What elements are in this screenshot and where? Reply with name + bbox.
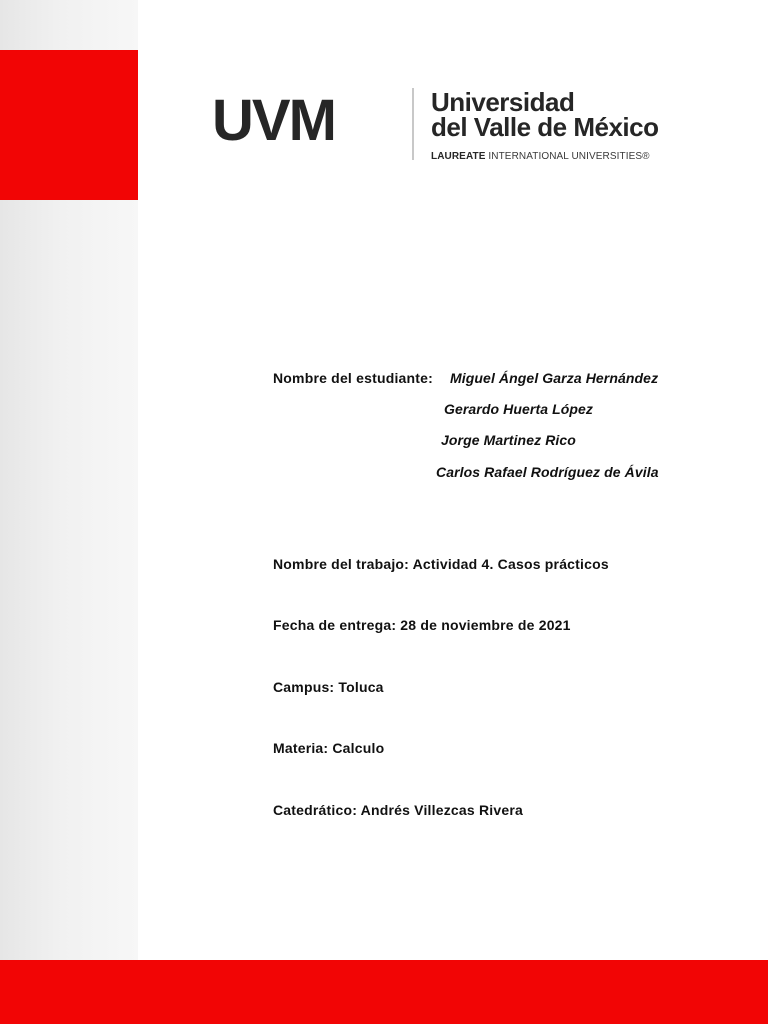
logo-divider — [412, 88, 414, 160]
professor-field: Catedrático: Andrés Villezcas Rivera — [273, 802, 523, 818]
red-footer-bar — [0, 960, 768, 1024]
svg-text:UVM: UVM — [212, 96, 335, 144]
logo-university-line2: del Valle de México — [431, 112, 659, 142]
uvm-logo-mark — [212, 96, 396, 144]
student-name-1: Miguel Ángel Garza Hernández — [450, 370, 659, 386]
campus-field: Campus: Toluca — [273, 679, 384, 695]
due-date-field: Fecha de entrega: 28 de noviembre de 2021 — [273, 617, 571, 633]
red-accent-block — [0, 50, 138, 200]
student-name-4: Carlos Rafael Rodríguez de Ávila — [436, 464, 659, 480]
logo-laureate-tagline — [431, 151, 650, 162]
student-label: Nombre del estudiante: — [273, 370, 433, 386]
student-name-2: Gerardo Huerta López — [444, 401, 594, 417]
logo-laureate-bold: LAUREATE — [431, 151, 486, 162]
logo-university-line1: Universidad — [431, 87, 575, 117]
logo-laureate-rest: INTERNATIONAL UNIVERSITIES® — [485, 151, 650, 162]
student-name-3: Jorge Martinez Rico — [441, 432, 576, 448]
work-title-field: Nombre del trabajo: Actividad 4. Casos prácticos — [273, 556, 609, 572]
uvm-logo — [212, 86, 672, 166]
subject-field: Materia: Calculo — [273, 740, 385, 756]
